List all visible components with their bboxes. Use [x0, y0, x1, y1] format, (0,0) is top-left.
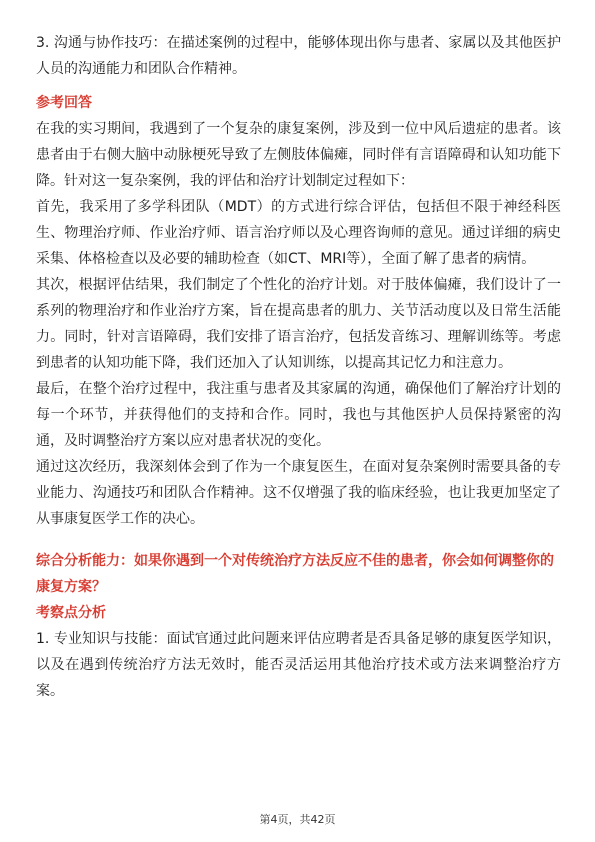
analysis-item: 1. 专业知识与技能：面试官通过此问题来评估应聘者是否具备足够的康复医学知识，以及在遇到传统治疗方法无效时，能否灵活运用其他治疗技术或方法来调整治疗方案。 [36, 631, 561, 699]
answer-paragraph: 最后，在整个治疗过程中，我注重与患者及其家属的沟通，确保他们了解治疗计划的每一个环节，并获得他们的支持和合作。同时，我也与其他医护人员保持紧密的沟通，及时调整治疗方案以应对患者状况的变化。 [36, 381, 561, 449]
communication-skills-item: 3. 沟通与协作技巧：在描述案例的过程中，能够体现出你与患者、家属以及其他医护人员的沟通能力和团队合作精神。 [36, 35, 561, 77]
reference-answer-heading: 参考回答 [36, 95, 92, 111]
answer-paragraph: 其次，根据评估结果，我们制定了个性化的治疗计划。对于肢体偏瘫，我们设计了一系列的物理治疗和作业治疗方案，旨在提高患者的肌力、关节活动度以及日常生活能力。同时，针对言语障碍，我们安排了语言治疗，包括发音练习、理解训练等。考虑到患者的认知功能下降，我们还加入了认知训练，以提高其记忆力和注意力。 [36, 277, 561, 371]
document-page [36, 30, 561, 704]
answer-paragraph: 首先，我采用了多学科团队（MDT）的方式进行综合评估，包括但不限于神经科医生、物理治疗师、作业治疗师、语言治疗师以及心理咨询师的意见。通过详细的病史采集、体格检查以及必要的辅助检查（如CT、MRI等），全面了解了患者的病情。 [36, 199, 561, 267]
analysis-heading: 考察点分析 [36, 605, 106, 621]
answer-paragraph: 通过这次经历，我深刻体会到了作为一个康复医生，在面对复杂案例时需要具备的专业能力、沟通技巧和团队合作精神。这不仅增强了我的临床经验，也让我更加坚定了从事康复医学工作的决心。 [36, 459, 561, 527]
question-heading: 综合分析能力：如果你遇到一个对传统治疗方法反应不佳的患者，你会如何调整你的康复方案？ [36, 553, 554, 595]
page-footer: 第4页，共42页 [259, 813, 336, 826]
answer-paragraph: 在我的实习期间，我遇到了一个复杂的康复案例，涉及到一位中风后遗症的患者。该患者由于右侧大脑中动脉梗死导致了左侧肢体偏瘫，同时伴有言语障碍和认知功能下降。针对这一复杂案例，我的评估和治疗计划制定过程如下： [36, 121, 561, 189]
